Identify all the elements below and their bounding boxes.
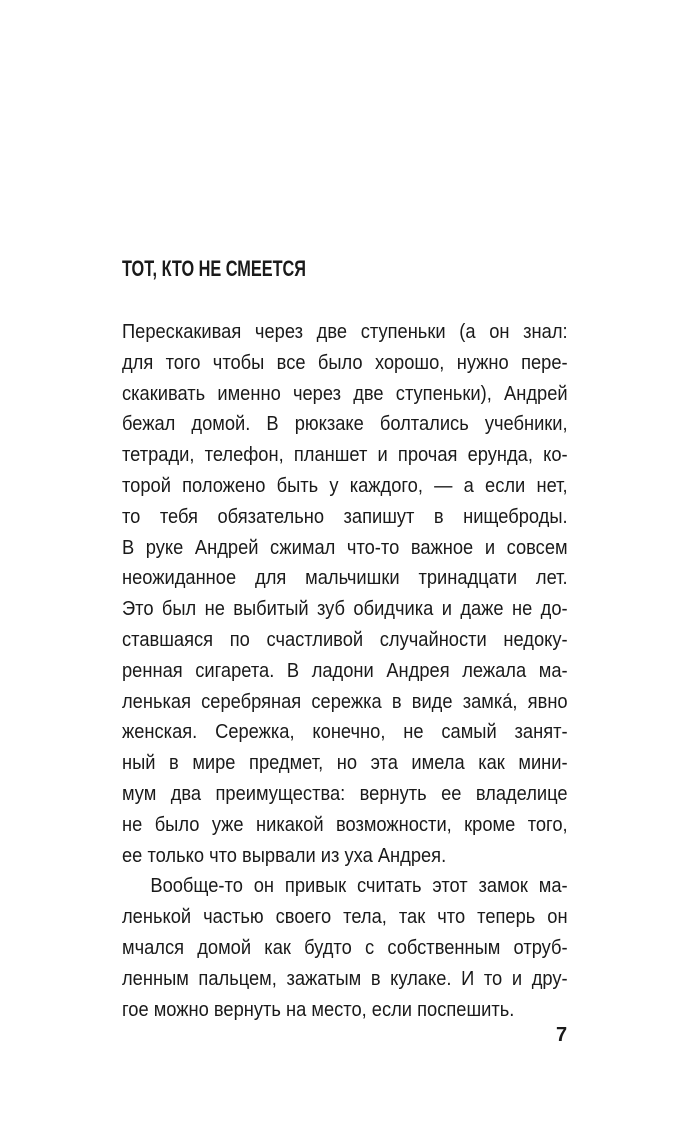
text-line: ный в мире предмет, но эта имела как мини- xyxy=(122,752,568,775)
text-line: Перескакивая через две ступеньки (а он знал: xyxy=(122,321,568,343)
text-line: не было уже никакой возможности, кроме того, xyxy=(122,813,568,836)
text-line: то тебя обязательно запишут в нищеброды. xyxy=(122,505,568,528)
text-line: для того чтобы все было хорошо, нужно пере- xyxy=(122,351,568,374)
text-line: гое можно вернуть на место, если поспешить. xyxy=(122,998,515,1021)
chapter-body xyxy=(122,317,568,1025)
text-line: Это был не выбитый зуб обидчика и даже не до- xyxy=(122,598,568,621)
text-line: ленным пальцем, зажатым в кулаке. И то и дру- xyxy=(122,967,568,990)
text-line: мчался домой как будто с собственным отруб- xyxy=(122,936,568,959)
page-number: 7 xyxy=(556,1024,568,1046)
text-line: женская. Сережка, конечно, не самый занят- xyxy=(122,721,568,744)
text-line: тетради, телефон, планшет и прочая ерунда, ко- xyxy=(122,444,568,467)
text-line: торой положено быть у каждого, — а если нет, xyxy=(122,474,568,497)
text-line: ренная сигарета. В ладони Андрея лежала ма- xyxy=(122,659,568,682)
text-line: мум два преимущества: вернуть ее владелице xyxy=(122,782,568,805)
paragraph-2 xyxy=(122,871,568,1025)
chapter-title: ТОТ, КТО НЕ СМЕЕТСЯ xyxy=(122,256,306,281)
text-line: ее только что вырвали из уха Андрея. xyxy=(122,844,447,867)
text-line: В руке Андрей сжимал что-то важное и совсем xyxy=(122,536,568,559)
text-line: ленькой частью своего тела, так что теперь он xyxy=(122,906,568,929)
text-line: Вообще-то он привык считать этот замок ма- xyxy=(150,875,568,898)
paragraph-1 xyxy=(122,317,568,871)
text-line: скакивать именно через две ступеньки), Андрей xyxy=(122,382,568,405)
text-line: ставшаяся по счастливой случайности недоку- xyxy=(122,628,568,651)
text-line: ленькая серебряная сережка в виде замка́, явно xyxy=(122,690,568,713)
text-line: неожиданное для мальчишки тринадцати лет. xyxy=(122,567,568,590)
text-line: бежал домой. В рюкзаке болтались учебники, xyxy=(122,413,568,436)
